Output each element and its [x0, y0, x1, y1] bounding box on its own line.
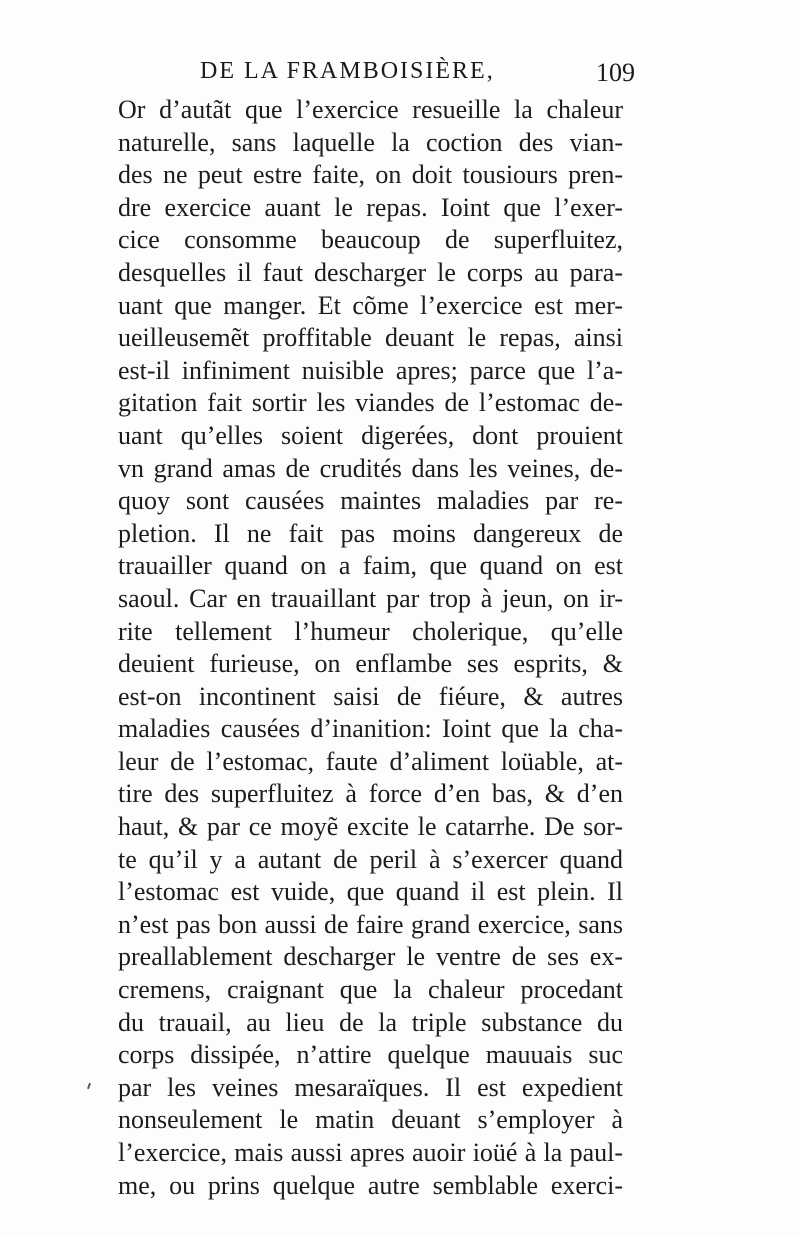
text-line: trauailler quand on a faim, que quand on est: [118, 551, 623, 581]
text-line: maladies causées d’inanition: Ioint que la cha-: [118, 714, 623, 744]
text-line: dre exercice auant le repas. Ioint que l’exer-: [118, 192, 623, 222]
text-line: par les veines mesaraïques. Il est expedient: [118, 1072, 623, 1102]
text-line: ueilleusemẽt proffitable deuant le repas, ainsi: [118, 323, 623, 353]
margin-ink-mark: [87, 1083, 91, 1089]
body-text: [118, 94, 623, 1202]
text-line: est-on incontinent saisi de fiéure, & autres: [118, 681, 623, 711]
text-line: tire des superfluitez à force d’en bas, & d’en: [118, 779, 623, 809]
text-line: l’estomac est vuide, que quand il est plein. Il: [118, 877, 623, 907]
text-line: te qu’il y a autant de peril à s’exercer quand: [118, 844, 623, 874]
page-number: 109: [596, 58, 635, 87]
text-line: n’est pas bon aussi de faire grand exercice, sans: [118, 909, 623, 939]
running-title: DE LA FRAMBOISIÈRE,: [200, 58, 495, 84]
text-line: deuient furieuse, on enflambe ses esprits, &: [118, 649, 623, 679]
text-line: preallablement descharger le ventre de ses ex-: [118, 942, 623, 972]
text-line: desquelles il faut descharger le corps au para-: [118, 257, 623, 287]
text-line: gitation fait sortir les viandes de l’estomac de-: [118, 388, 623, 418]
text-line: cremens, craignant que la chaleur procedant: [118, 975, 623, 1005]
text-line: du trauail, au lieu de la triple substance du: [118, 1007, 623, 1037]
text-line: saoul. Car en trauaillant par trop à jeun, on ir-: [118, 583, 623, 613]
text-line: l’exercice, mais aussi apres auoir ioüé à la paul-: [118, 1138, 623, 1167]
text-line: uant qu’elles soient digerées, dont prouient: [118, 420, 623, 450]
text-line: haut, & par ce moyẽ excite le catarrhe. De sor-: [118, 812, 623, 842]
text-line: cice consomme beaucoup de superfluitez,: [118, 225, 623, 255]
text-line: rite tellement l’humeur cholerique, qu’elle: [118, 616, 623, 646]
text-line: des ne peut estre faite, on doit tousiours pren-: [118, 160, 623, 190]
text-line: quoy sont causées maintes maladies par re-: [118, 486, 623, 516]
text-line: me, ou prins quelque autre semblable exerci-: [118, 1170, 623, 1200]
text-line: naturelle, sans laquelle la coction des vian-: [118, 127, 623, 157]
text-line: leur de l’estomac, faute d’aliment loüable, at-: [118, 746, 623, 776]
text-line: pletion. Il ne fait pas moins dangereux de: [118, 518, 623, 548]
text-line: corps dissipée, n’attire quelque mauuais suc: [118, 1040, 623, 1070]
running-head: [200, 58, 635, 98]
text-line: est-il infiniment nuisible apres; parce que l’a-: [118, 355, 623, 385]
text-line: nonseulement le matin deuant s’employer à: [118, 1105, 623, 1135]
text-line: vn grand amas de crudités dans les veines, de-: [118, 453, 623, 483]
text-line: uant que manger. Et cõme l’exercice est mer-: [118, 290, 623, 320]
text-line: Or d’autãt que l’exercice resueille la chaleur: [118, 95, 623, 124]
